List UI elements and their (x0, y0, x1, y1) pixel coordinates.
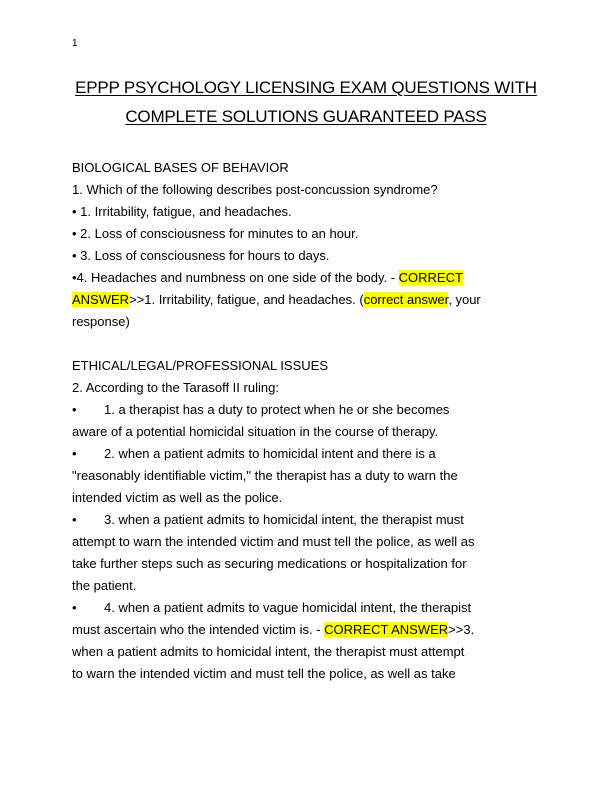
q2-answer-line: when a patient admits to homicidal intent, the therapist must attempt (72, 644, 465, 659)
q1-answer-text: >>1. Irritability, fatigue, and headaches. ( (129, 292, 364, 307)
q2-option-2 (72, 443, 542, 465)
q2-answer-start: >>3. (448, 622, 475, 637)
q1-option-2: • 2. Loss of consciousness for minutes to an hour. (72, 226, 359, 241)
document-body (72, 157, 542, 685)
q1-option-1: • 1. Irritability, fatigue, and headaches. (72, 204, 292, 219)
question-1: 1. Which of the following describes post-concussion syndrome? (72, 182, 438, 197)
correct-answer-highlight: CORRECT (398, 270, 463, 285)
question-2: 2. According to the Tarasoff II ruling: (72, 380, 279, 395)
document-title (60, 73, 552, 131)
q2-option-3-text: 3. when a patient admits to homicidal intent, the therapist must (104, 512, 464, 527)
section-heading-biological: BIOLOGICAL BASES OF BEHAVIOR (72, 160, 289, 175)
q2-option-4-text: must ascertain who the intended victim is. - (72, 622, 325, 637)
q2-option-4-cont (72, 619, 542, 641)
section-heading-ethical: ETHICAL/LEGAL/PROFESSIONAL ISSUES (72, 358, 328, 373)
title-line-2: COMPLETE SOLUTIONS GUARANTEED PASS (125, 107, 487, 126)
q2-option-3-cont: take further steps such as securing medications or hospitalization for (72, 556, 467, 571)
q2-option-3-cont: the patient. (72, 578, 137, 593)
correct-answer-tag: correct answer (363, 292, 449, 307)
q2-option-4-text: 4. when a patient admits to vague homicidal intent, the therapist (104, 600, 472, 615)
page-number: 1 (72, 38, 78, 49)
q2-answer-line: to warn the intended victim and must tell the police, as well as take (72, 666, 456, 681)
correct-answer-highlight: ANSWER (72, 292, 130, 307)
q1-option-4-text: •4. Headaches and numbness on one side of the body. - (72, 270, 399, 285)
title-line-1: EPPP PSYCHOLOGY LICENSING EXAM QUESTIONS WITH (75, 78, 537, 97)
q2-option-3 (72, 509, 542, 531)
q2-option-3-cont: attempt to warn the intended victim and must tell the police, as well as (72, 534, 475, 549)
q2-option-2-text: 2. when a patient admits to homicidal intent and there is a (104, 446, 436, 461)
q2-option-1-text: 1. a therapist has a duty to protect when he or she becomes (104, 402, 450, 417)
bullet: • (72, 446, 77, 461)
correct-answer-highlight: CORRECT ANSWER (324, 622, 449, 637)
q1-answer-line (72, 289, 542, 311)
q2-option-4 (72, 597, 542, 619)
bullet: • (72, 402, 77, 417)
bullet: • (72, 512, 77, 527)
q1-option-3: • 3. Loss of consciousness for hours to days. (72, 248, 330, 263)
q1-answer-tail: , your (448, 292, 481, 307)
q2-option-1-cont: aware of a potential homicidal situation in the course of therapy. (72, 424, 439, 439)
q1-option-4 (72, 267, 542, 289)
q2-option-1 (72, 399, 542, 421)
bullet: • (72, 600, 77, 615)
q2-option-2-cont: intended victim as well as the police. (72, 490, 283, 505)
q2-option-2-cont: "reasonably identifiable victim," the therapist has a duty to warn the (72, 468, 458, 483)
q1-answer-last: response) (72, 314, 130, 329)
